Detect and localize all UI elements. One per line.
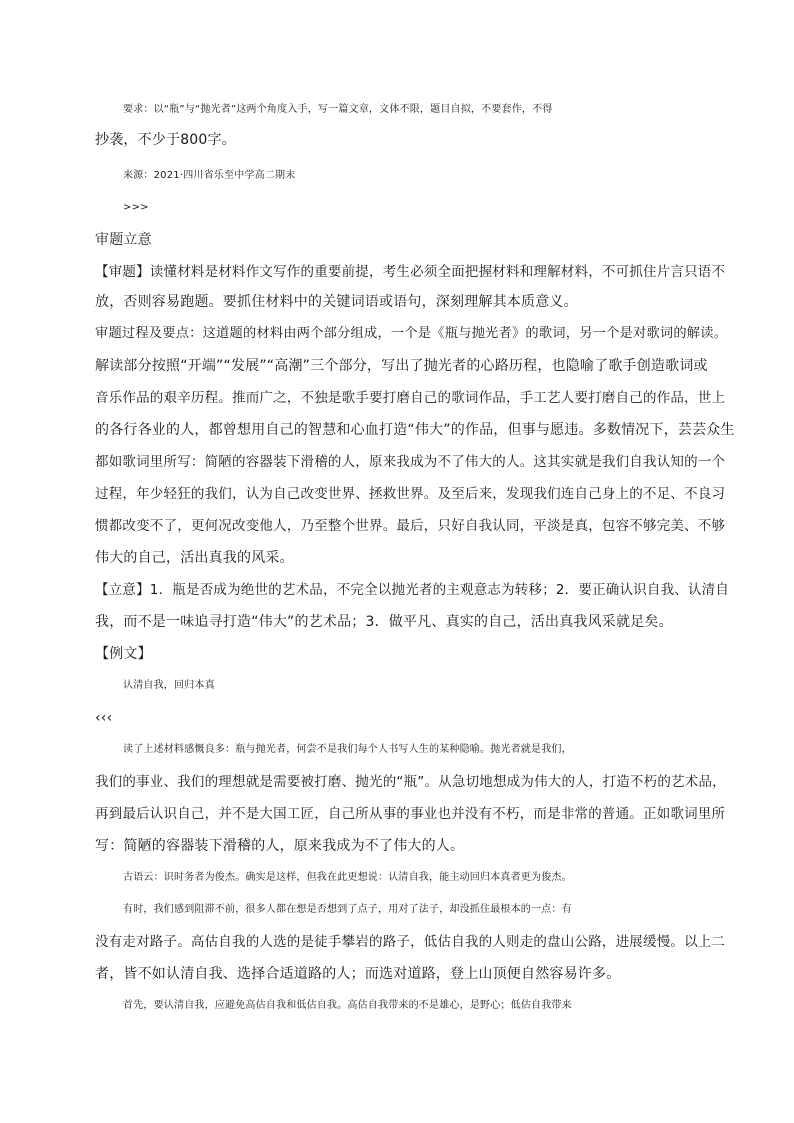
paragraph-line: 古语云：识时务者为俊杰。确实是这样，但我在此更想说：认清自我，能主动回归本真者更为俊杰。 bbox=[123, 872, 572, 883]
source-line: 来源：2021·四川省乐至中学高二期末 bbox=[123, 170, 296, 181]
process-line-7: 惯都改变不了，更何况改变他人，乃至整个世界。最后，只好自我认同，平淡是真，包容不够完美、不够 bbox=[95, 518, 726, 534]
process-line-5: 都如歌词里所写：简陋的容器装下滑稽的人，原来我成为不了伟大的人。这其实就是我们自我认知的一个 bbox=[95, 454, 726, 470]
paragraph-line: 再到最后认识自己，并不是大国工匠，自己所从事的事业也并没有不朽，而是非常的普通。正如歌词里所 bbox=[95, 806, 726, 822]
paragraph-line: 没有走对路子。高估自我的人选的是徒手攀岩的路子，低估自我的人则走的盘山公路，进展缓慢。以上二 bbox=[95, 934, 726, 950]
section-marker-open: >>> bbox=[123, 202, 149, 213]
shenti-line-1: 【审题】读懂材料是材料作文写作的重要前提，考生必须全面把握材料和理解材料，不可抓住片言只语不 bbox=[95, 264, 726, 280]
process-line-3: 音乐作品的艰辛历程。推而广之，不独是歌手要打磨自己的歌词作品，手工艺人要打磨自己的作品，世上 bbox=[95, 390, 726, 406]
section-title: 审题立意 bbox=[95, 232, 152, 248]
essay-title: 认清自我，回归本真 bbox=[123, 680, 215, 691]
paragraph-line: 读了上述材料感慨良多：瓶与抛光者，何尝不是我们每个人书写人生的某种隐喻。抛光者就是我们， bbox=[123, 744, 572, 755]
process-line-8: 伟大的自己，活出真我的风采。 bbox=[95, 550, 294, 566]
process-line-6: 过程，年少轻狂的我们，认为自己改变世界、拯救世界。及至后来，发现我们连自己身上的不足、不良习 bbox=[95, 486, 726, 502]
paragraph-line: 首先，要认清自我，应避免高估自我和低估自我。高估自我带来的不是雄心，是野心；低估自我带来 bbox=[123, 1000, 572, 1011]
section-marker-close: ‹‹‹ bbox=[95, 710, 113, 726]
example-label: 【例文】 bbox=[95, 646, 152, 662]
paragraph-line: 我们的事业、我们的理想就是需要被打磨、抛光的“瓶”。从急切地想成为伟大的人，打造不朽的艺术品， bbox=[95, 774, 726, 790]
liyi-line-1: 【立意】1．瓶是否成为绝世的艺术品，不完全以抛光者的主观意志为转移；2．要正确认识自我、认清自 bbox=[95, 582, 730, 598]
requirement-line-1: 要求：以“瓶”与“抛光者”这两个角度入手，写一篇文章，文体不限，题目自拟，不要套作，不得 bbox=[123, 104, 553, 115]
paragraph-line: 有时，我们感到阻滞不前，很多人都在想是否想到了点子，用对了法子，却没抓住最根本的一点：有 bbox=[123, 904, 572, 915]
requirement-line-2: 抄袭，不少于800字。 bbox=[95, 132, 236, 148]
process-line-4: 的各行各业的人，都曾想用自己的智慧和心血打造“伟大”的作品，但事与愿违。多数情况下，芸芸众生 bbox=[95, 422, 735, 438]
shenti-line-2: 放，否则容易跑题。要抓住材料中的关键词语或语句，深刻理解其本质意义。 bbox=[95, 294, 578, 310]
paragraph-line: 写：简陋的容器装下滑稽的人，原来我成为不了伟大的人。 bbox=[95, 838, 465, 854]
liyi-line-2: 我，而不是一味追寻打造“伟大”的艺术品；3．做平凡、真实的自己，活出真我风采就足矣。 bbox=[95, 614, 673, 630]
process-line-2: 解读部分按照“开端”“发展”“高潮”三个部分，写出了抛光者的心路历程，也隐喻了歌手创造歌词或 bbox=[95, 358, 708, 374]
paragraph-line: 者，皆不如认清自我、选择合适道路的人；而选对道路，登上山顶便自然容易许多。 bbox=[95, 966, 621, 982]
process-line-1: 审题过程及要点：这道题的材料由两个部分组成，一个是《瓶与抛光者》的歌词，另一个是对歌词的解读。 bbox=[95, 326, 728, 341]
